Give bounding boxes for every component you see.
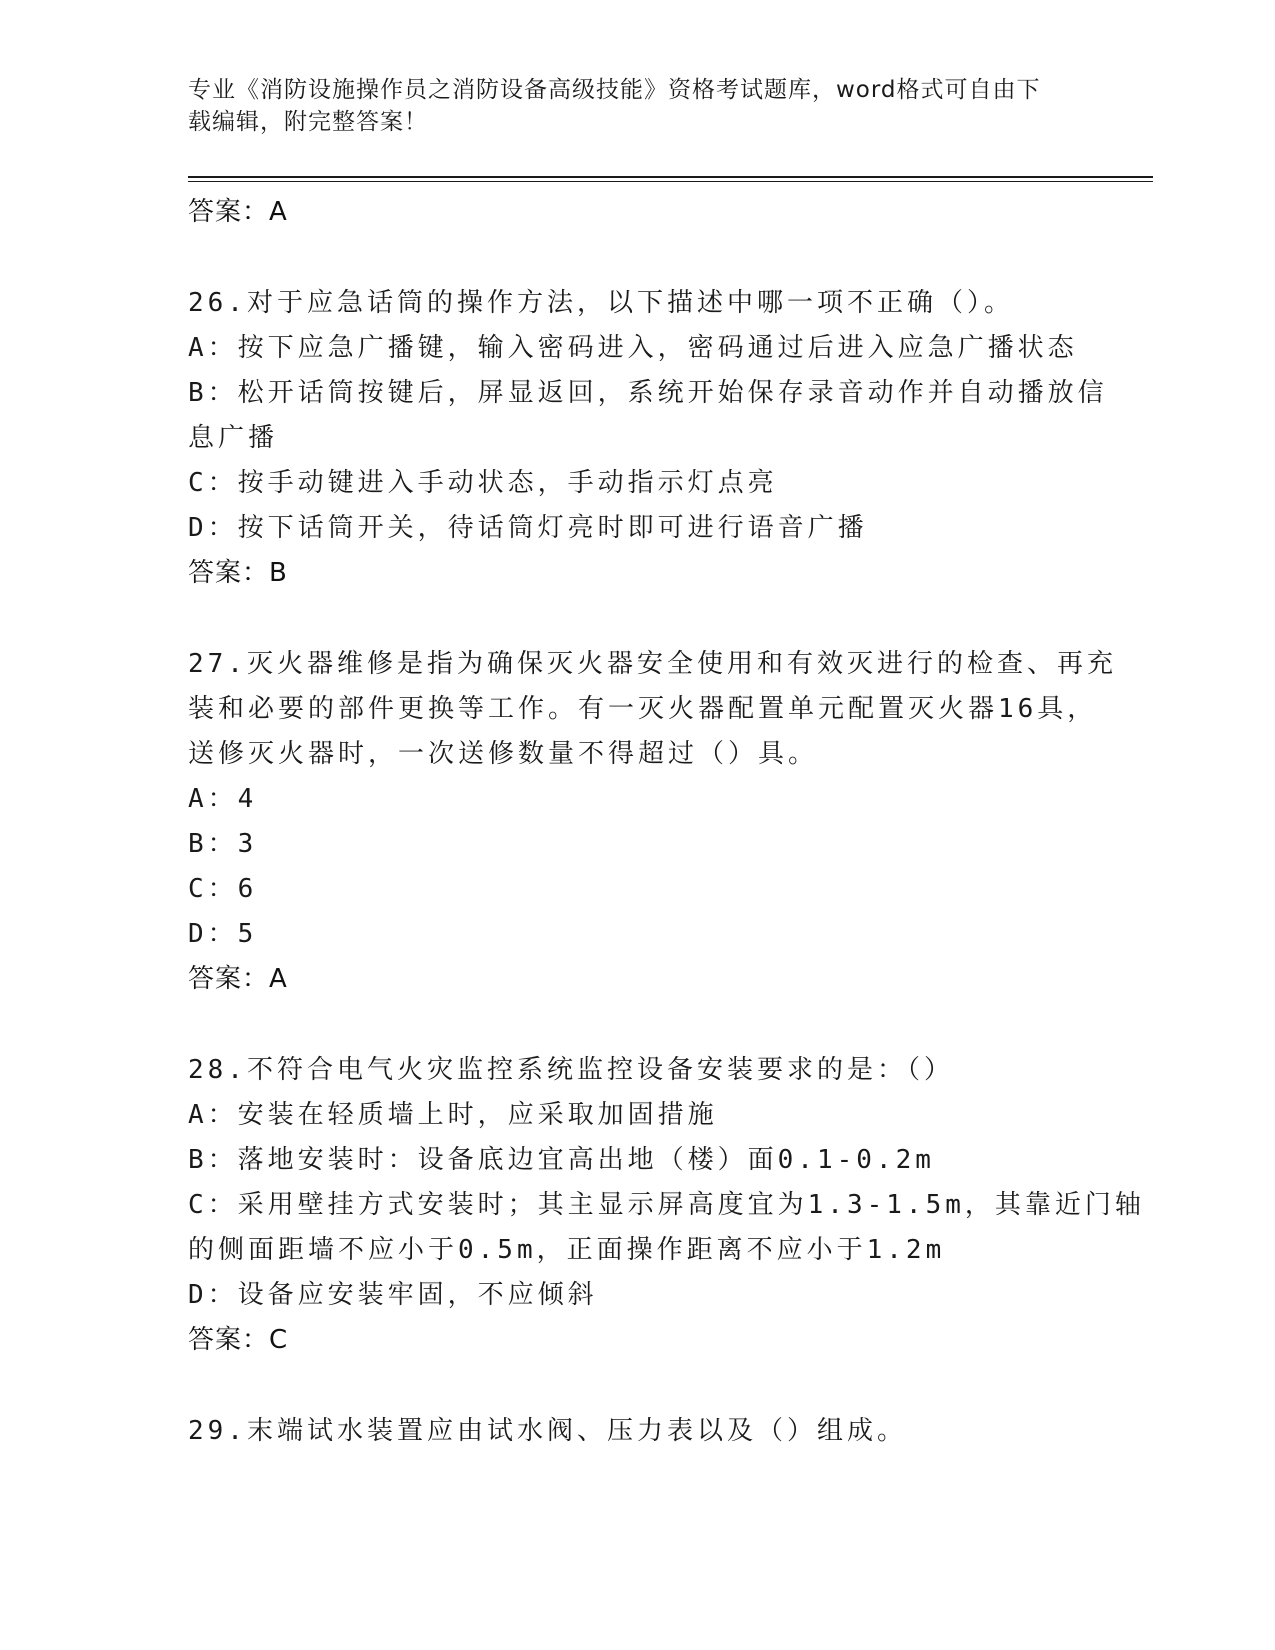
spacer xyxy=(188,235,1088,281)
question-26 xyxy=(188,281,1108,596)
question-list xyxy=(188,190,1145,1454)
answer-25: 答案：A xyxy=(188,197,288,227)
question-27-stem-line-2: 装和必要的部件更换等工作。有一灭火器配置单元配置灭火器16具， xyxy=(188,694,1098,724)
header-line-1: 专业《消防设施操作员之消防设备高级技能》资格考试题库，word格式可自由下 xyxy=(188,77,1041,103)
question-27-option-a: A：4 xyxy=(188,784,258,814)
question-27-answer: 答案：A xyxy=(188,964,288,994)
question-27-stem-line-3: 送修灭火器时，一次送修数量不得超过（）具。 xyxy=(188,739,819,769)
question-28-option-c-line-2: 的侧面距墙不应小于0.5m，正面操作距离不应小于1.2m xyxy=(188,1235,946,1265)
question-27 xyxy=(188,642,1117,1002)
question-28-option-b: B：落地安装时：设备底边宜高出地（楼）面0.1-0.2m xyxy=(188,1145,935,1175)
question-28-option-d: D：设备应安装牢固，不应倾斜 xyxy=(188,1280,598,1310)
question-28-stem: 28.不符合电气火灾监控系统监控设备安装要求的是：（） xyxy=(188,1055,954,1085)
question-26-option-b-line-2: 息广播 xyxy=(188,423,279,453)
question-28-option-c-line-1: C：采用壁挂方式安装时；其主显示屏高度宜为1.3-1.5m，其靠近门轴 xyxy=(188,1190,1145,1220)
question-27-option-c: C：6 xyxy=(188,874,258,904)
document-header xyxy=(188,74,1068,138)
question-26-option-b-line-1: B：松开话筒按键后，屏显返回，系统开始保存录音动作并自动播放信 xyxy=(188,378,1108,408)
spacer xyxy=(188,1363,1088,1409)
question-28 xyxy=(188,1048,1145,1363)
question-27-stem-line-1: 27.灭火器维修是指为确保灭火器安全使用和有效灭进行的检查、再充 xyxy=(188,649,1117,679)
question-26-option-d: D：按下话筒开关，待话筒灯亮时即可进行语音广播 xyxy=(188,513,868,543)
question-29-stem: 29.末端试水装置应由试水阀、压力表以及（）组成。 xyxy=(188,1416,907,1446)
question-26-option-a: A：按下应急广播键，输入密码进入，密码通过后进入应急广播状态 xyxy=(188,333,1078,363)
question-27-option-b: B：3 xyxy=(188,829,258,859)
question-28-answer: 答案：C xyxy=(188,1325,289,1355)
spacer xyxy=(188,596,1088,642)
question-26-option-c: C：按手动键进入手动状态，手动指示灯点亮 xyxy=(188,468,778,498)
question-29 xyxy=(188,1409,1088,1454)
header-line-2: 载编辑，附完整答案！ xyxy=(188,109,428,135)
header-divider-thick xyxy=(188,176,1153,178)
question-28-option-a: A：安装在轻质墙上时，应采取加固措施 xyxy=(188,1100,718,1130)
question-27-option-d: D：5 xyxy=(188,919,258,949)
question-26-stem: 26.对于应急话筒的操作方法，以下描述中哪一项不正确（）。 xyxy=(188,288,1014,318)
question-26-answer: 答案：B xyxy=(188,558,288,588)
header-divider-thin xyxy=(188,181,1153,182)
spacer xyxy=(188,1002,1088,1048)
